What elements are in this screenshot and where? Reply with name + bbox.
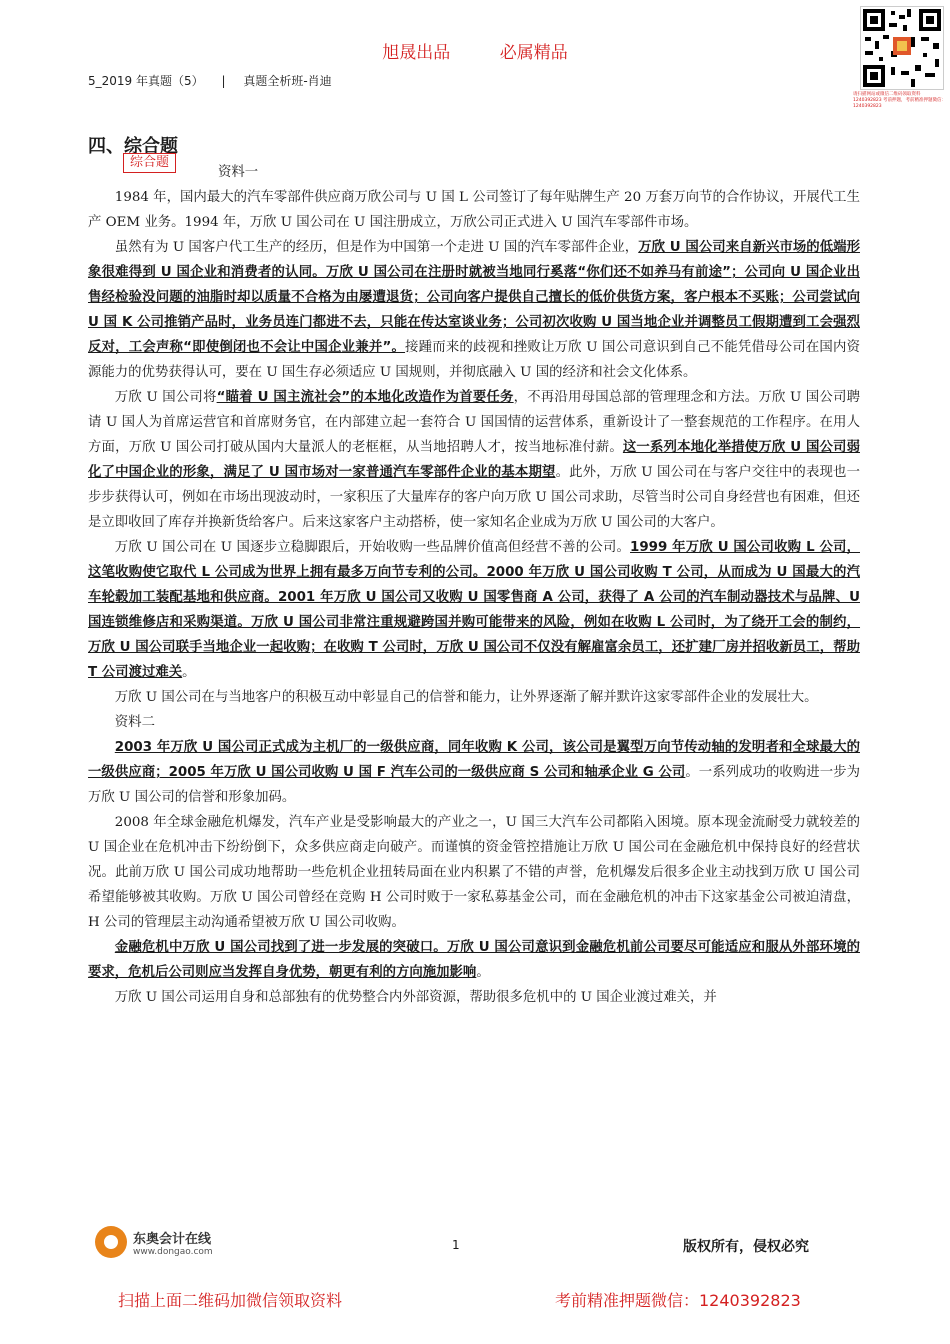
p2-text-c: 接踵而来的歧视和挫败让万欣 U 国公司意识到自己不能凭借母公司在国内资源能力的优势获得认可，要在 U 国生存必须适应 U 国规则，并彻底融入 U 国的经济和社会文化体系。 (88, 340, 861, 380)
p3-text-a: 万欣 U 国公司将 (114, 390, 217, 405)
qr-note: 请扫描网站或微信二维码领取资料 1240392823 考前押题，考前精准押题微信：1240392823 (853, 92, 947, 109)
section-title: 四、综合题 (88, 136, 178, 157)
course-title: 真题全析班-肖迪 (243, 74, 332, 88)
p4-highlight-c: 万欣 U 国公司非常注重规避跨国并购可能带来的风险，例如在收购 L 公司时，为了绕开工会的制约，万欣 U 国公司联手当地企业一起收购；在收购 T 公司时，万欣 U 国公司不仅没有解雇富余员工，还扩建厂房并招收新员工，帮助 T 公司渡过难关 (88, 615, 861, 680)
p2-highlight: 万欣 U 国公司来自新兴市场的低端形象很难得到 U 国企业和消费者的认同。万欣 U 国公司在注册时就被当地同行奚落“你们还不如养马有前途”；公司向 U 国企业出售经检验没问题的油脂时却以质量不合格为由屡遭退货；公司向客户提供自己擅长的低价供货方案，客户根本不买账；公司尝试向 U 国 K 公司推销产品时，业务员连门都进不去，只能在传达室谈业务；公司初次收购 U 国当地企业并调整员工假期遭到工会强烈反对，工会声称“即使倒闭也不会让中国企业兼并”。 (88, 240, 860, 355)
running-header (88, 72, 332, 89)
p2-text-a: 虽然有为 U 国客户代工生产的经历，但是作为中国第一个走进 U 国的汽车零部件企业， (114, 240, 639, 255)
paragraph-1: 1984 年，国内最大的汽车零部件供应商万欣公司与 U 国 L 公司签订了每年贴牌生产 20 万套万向节的合作协议，开展代工生产 OEM 业务。1994 年，万欣 U 国公司在 U 国注册成立，万欣公司正式进入 U 国汽车零部件市场。 (88, 190, 860, 230)
logo-name: 东奥会计在线 (133, 1231, 212, 1247)
paragraph-7: 2008 年全球金融危机爆发，汽车产业是受影响最大的产业之一，U 国三大汽车公司都陷入困境。原本现金流耐受力就较差的 U 国企业在危机冲击下纷纷倒下，众多供应商走向破产。而谨慎的资金管控措施让万欣 U 国公司在金融危机中保持良好的经营状况。此前万欣 U 国公司成功地帮助一些危机企业扭转局面在业内积累了不错的声誉，危机爆发后很多企业主动找到万欣 U 国公司希望能够被其收购。万欣 U 国公司曾经在竞购 H 公司时败于一家私募基金公司，而在金融危机的冲击下这家基金公司被迫清盘，H 公司的管理层主动沟通希望被万欣 U 国公司收购。 (88, 815, 860, 930)
p6-text-b: 。一系列成功的收购进一步为万欣 U 国公司的信誉和形象加码。 (88, 765, 861, 805)
logo-url[interactable]: www.dongao.com (133, 1246, 213, 1257)
p3-text-c: ，不再沿用母国总部的管理理念和方法。万欣 U 国公司聘请 U 国人为首席运营官和首席财务官，在内部建立起一套符合 U 国国情的运营体系，重新设计了一整套规范的工作程序。在用人方面，万欣 U 国公司打破从国内大量派人的老框框，从当地招聘人才，按当地标准付薪。 (88, 390, 860, 455)
p8-highlight: 金融危机中万欣 U 国公司找到了进一步发展的突破口。万欣 U 国公司意识到金融危机前公司要尽可能适应和服从外部环境的要求，危机后公司则应当发挥自身优势，朝更有利的方向施加影响 (88, 940, 860, 980)
p3-highlight-d: 这一系列本地化举措使万欣 U 国公司弱化了中国企业的形象，满足了 U 国市场对一家普通汽车零部件企业的基本期望 (88, 440, 860, 480)
footer-logo[interactable] (95, 1226, 213, 1258)
p4-highlight-b: 1999 年万欣 U 国公司收购 L 公司，这笔收购使它取代 L 公司成为世界上拥有最多万向节专利的公司。2000 年万欣 U 国公司收购 T 公司，从而成为 U 国最大的汽车轮毂加工装配基地和供应商。2001 年万欣 U 国公司又收购 U 国零售商 A 公司，获得了 A 公司的汽车制动器技术与品牌、U 国连锁维修店和采购渠道。 (88, 540, 860, 630)
p3-highlight-b: “瞄着 U 国主流社会”的本地化改造作为首要任务 (216, 390, 514, 405)
exam-title: 5_2019 年真题（5） (88, 74, 204, 88)
material-one-label: 资料一 (218, 165, 259, 180)
promo-right: 考前精准押题微信：1240392823 (555, 1291, 801, 1310)
brand-banner (0, 38, 950, 63)
p4-text-d: 。 (182, 665, 196, 680)
header-divider: | (221, 74, 226, 88)
brand-right: 必属精品 (499, 43, 568, 63)
qr-code-icon[interactable] (860, 6, 944, 90)
p6-highlight: 2003 年万欣 U 国公司正式成为主机厂的一级供应商，同年收购 K 公司，该公司是翼型万向节传动轴的发明者和全球最大的一级供应商；2005 年万欣 U 国公司收购 U 国 F 汽车公司的一级供应商 S 公司和轴承企业 G 公司 (88, 740, 860, 780)
section-tag: 综合题 (123, 153, 176, 173)
paragraph-3 (88, 385, 860, 535)
brand-left: 旭晟出品 (382, 43, 451, 63)
copyright: 版权所有，侵权必究 (683, 1239, 809, 1255)
paragraph-6 (88, 735, 860, 810)
paragraph-5: 万欣 U 国公司在与当地客户的积极互动中彰显自己的信誉和能力，让外界逐渐了解并默许这家零部件企业的发展壮大。 (114, 690, 818, 705)
document-body (88, 160, 860, 1010)
p3-text-e: 。此外，万欣 U 国公司在与客户交往中的表现也一步步获得认可，例如在市场出现波动时，一家积压了大量库存的客户向万欣 U 国公司求助，尽管当时公司自身经营也有困难，但还是立即收回了库存并换新货给客户。后来这家客户主动搭桥，使一家知名企业成为万欣 U 国公司的大客户。 (88, 465, 860, 530)
promo-left: 扫描上面二维码加微信领取资料 (118, 1291, 343, 1310)
paragraph-9: 万欣 U 国公司运用自身和总部独有的优势整合内外部资源，帮助很多危机中的 U 国企业渡过难关，并 (114, 990, 717, 1005)
dongao-logo-icon (95, 1226, 127, 1258)
p4-text-a: 万欣 U 国公司在 U 国逐步立稳脚跟后，开始收购一些品牌价值高但经营不善的公司。 (114, 540, 631, 555)
paragraph-8 (88, 935, 860, 985)
material-two-label: 资料二 (114, 715, 155, 730)
paragraph-4 (88, 535, 860, 685)
p8-text-b: 。 (476, 965, 490, 980)
paragraph-2 (88, 235, 860, 385)
page-number: 1 (452, 1238, 460, 1252)
